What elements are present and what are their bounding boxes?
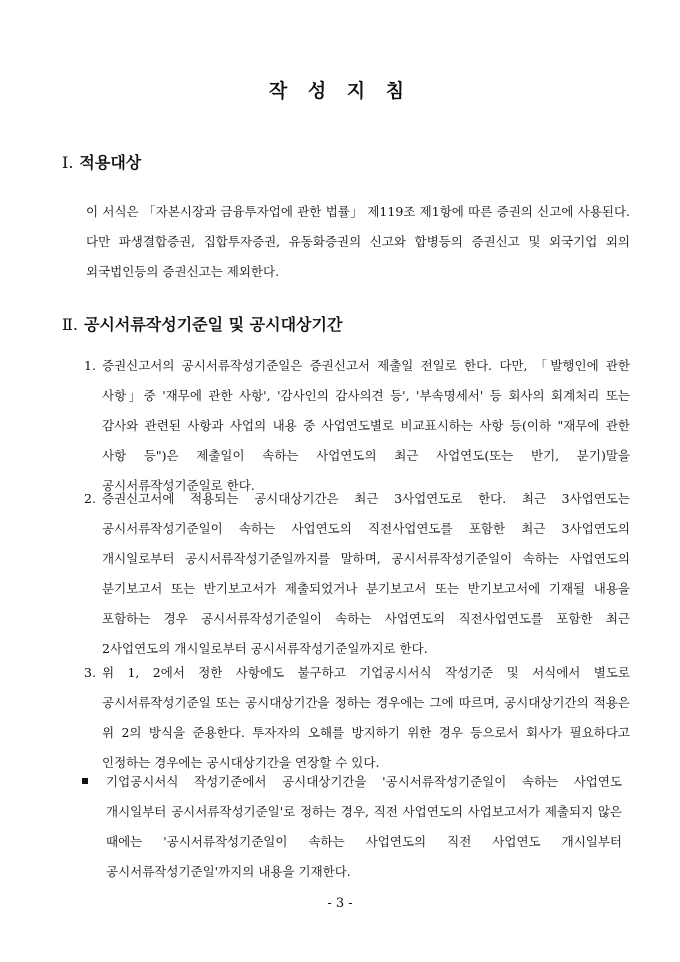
list-item-number: 1. [84,358,96,373]
section-heading-application [62,150,141,173]
list-item [62,658,630,778]
bullet-note [82,767,622,887]
square-bullet-icon [82,778,88,784]
bullet-note-text: 기업공시서식 작성기준에서 공시대상기간을 '공시서류작성기준일이 속하는 사업연도 개시일부터 공시서류작성기준일'로 정하는 경우, 직전 사업연도의 사업보고서가 제출되지 않은 때에는 '공시서류작성기준일이 속하는 사업연도의 직전 사업연도 개시일부터 공시서류작성기준일'까지의 내용을 기재한다. [106,774,622,879]
section-number: Ⅱ. [62,315,78,334]
page-number: - 3 - [327,896,353,911]
list-item-text: 위 1, 2에서 정한 사항에도 불구하고 기업공시서식 작성기준 및 서식에서 별도로 공시서류작성기준일 또는 공시대상기간을 정하는 경우에는 그에 따르며, 공시대상기간의 적용은 위 2의 방식을 준용한다. 투자자의 오해를 방지하기 위한 경우 등으로서 회사가 필요하다고 인정하는 경우에는 공시대상기간을 연장할 수 있다. [102,665,630,770]
list-item-text: 증권신고서에 적용되는 공시대상기간은 최근 3사업연도로 한다. 최근 3사업연도는 공시서류작성기준일이 속하는 사업연도의 직전사업연도를 포함한 최근 3사업연도의 개시일로부터 공시서류작성기준일까지를 말하며, 공시서류작성기준일이 속하는 사업연도의 분기보고서 또는 반기보고서가 제출되었거나 분기보고서 또는 반기보고서에 기재될 내용을 포함하는 경우 공시서류작성기준일이 속하는 사업연도의 직전사업연도를 포함한 최근 2사업연도의 개시일로부터 공시서류작성기준일까지로 한다. [102,491,630,656]
list-item-number: 2. [84,491,96,506]
section-number: Ⅰ. [62,153,74,172]
list-item-number: 3. [84,665,96,680]
list-item [62,351,630,501]
list-item [62,484,630,664]
page-title: 작 성 지 침 [268,80,412,102]
section-paragraph: 이 서식은 「자본시장과 금융투자업에 관한 법률」 제119조 제1항에 따른 증권의 신고에 사용된다. 다만 파생결합증권, 집합투자증권, 유동화증권의 신고와 합병등의 증권신고 및 외국기업 외의 외국법인등의 증권신고는 제외한다. [86,204,630,279]
section-heading-reference-date [62,312,342,335]
section-title: 공시서류작성기준일 및 공시대상기간 [83,315,343,334]
section-title: 적용대상 [79,153,142,172]
list-item-text: 증권신고서의 공시서류작성기준일은 증권신고서 제출일 전일로 한다. 다만, 「발행인에 관한 사항」중 '재무에 관한 사항', '감사인의 감사의견 등', '부속명세서' 등 회사의 회계처리 또는 감사와 관련된 사항과 사업의 내용 중 사업연도별로 비교표시하는 사항 등(이하 "재무에 관한 사항 등")은 제출일이 속하는 사업연도의 최근 사업연도(또는 반기, 분기)말을 공시서류작성기준일로 한다. [102,358,630,493]
